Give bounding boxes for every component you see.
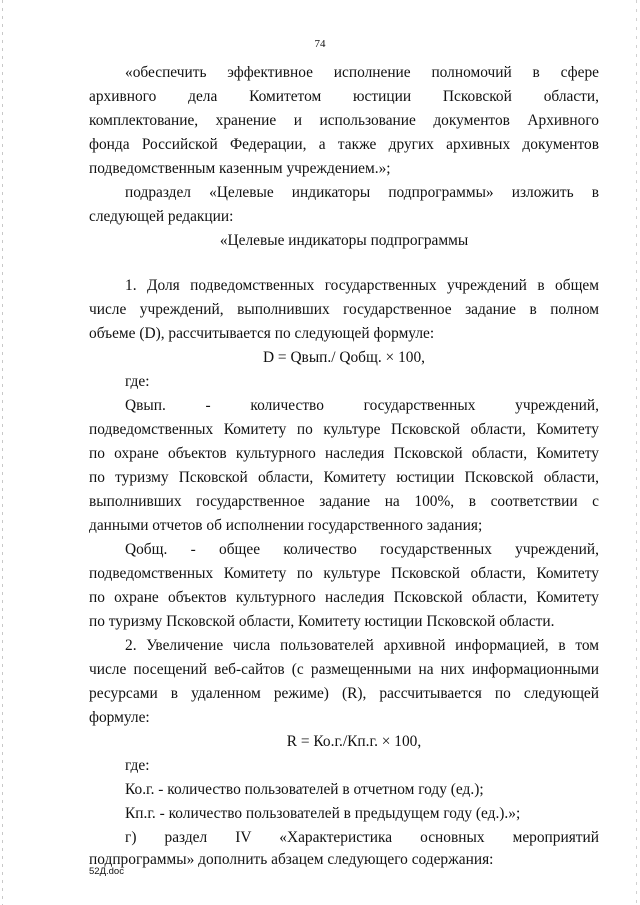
text-line: по туризму Псковской области, Комитету юстиции Псковской области.	[89, 613, 555, 630]
text-line: «обеспечить эффективное исполнение полномочий в сфере	[125, 64, 599, 81]
text-line: подведомственным казенным учреждением.»;	[89, 160, 391, 177]
text-line: числе учреждений, выполнивших государственное задание в полном	[89, 301, 599, 318]
text-line: Qобщ. - общее количество государственных учреждений,	[125, 541, 599, 558]
text-line: комплектование, хранение и использование документов Архивного	[89, 112, 599, 129]
text-line: подведомственных Комитету по культуре Псковской области, Комитету	[89, 565, 599, 582]
text-line: объеме (D), рассчитывается по следующей формуле:	[89, 325, 435, 342]
text-line: 2. Увеличение числа пользователей архивной информацией, в том	[125, 637, 599, 654]
text-line: подраздел «Целевые индикаторы подпрограммы» изложить в	[125, 184, 599, 201]
text-line: следующей редакции:	[89, 208, 234, 225]
text-line: выполнивших государственное задание на 100%, в соответствии с	[89, 493, 599, 510]
text-line: по охране объектов культурного наследия Псковской области, Комитету	[89, 589, 599, 606]
text-line: подведомственных Комитету по культуре Псковской области, Комитету	[89, 421, 599, 438]
formula-r: R = Ко.г./Кп.г. × 100,	[286, 733, 422, 750]
text-line: где:	[125, 757, 150, 774]
text-line: Qвып. - количество государственных учреждений,	[125, 397, 599, 414]
text-line: где:	[125, 373, 150, 390]
text-line: по охране объектов культурного наследия Псковской области, Комитету	[89, 445, 599, 462]
text-line: подпрограммы» дополнить абзацем следующего содержания:	[89, 851, 494, 868]
text-line: архивного дела Комитетом юстиции Псковской области,	[89, 88, 599, 105]
page-number: 74	[314, 38, 326, 50]
text-line: Кп.г. - количество пользователей в предыдущем году (ед.).»;	[125, 805, 521, 822]
text-line: г) раздел IV «Характеристика основных мероприятий	[125, 829, 599, 846]
text-line: по туризму Псковской области, Комитету юстиции Псковской области,	[89, 469, 599, 486]
scan-edge-right	[636, 0, 637, 905]
text-line: ресурсами в удаленном режиме) (R), рассчитывается по следующей	[89, 685, 599, 702]
text-line: фонда Российской Федерации, а также других архивных документов	[89, 136, 599, 153]
text-line: 1. Доля подведомственных государственных учреждений в общем	[125, 277, 599, 294]
footer-filename: 52Д.doc	[89, 866, 124, 877]
formula-d: D = Qвып./ Qобщ. × 100,	[262, 349, 426, 366]
text-line: формуле:	[89, 709, 150, 726]
text-line: Ко.г. - количество пользователей в отчетном году (ед.);	[125, 781, 484, 798]
text-line: данными отчетов об исполнении государственного задания;	[89, 517, 483, 534]
text-line: числе посещений веб-сайтов (с размещенными на них информационными	[89, 661, 599, 678]
scan-edge-left	[2, 0, 3, 905]
section-heading: «Целевые индикаторы подпрограммы	[219, 232, 469, 249]
